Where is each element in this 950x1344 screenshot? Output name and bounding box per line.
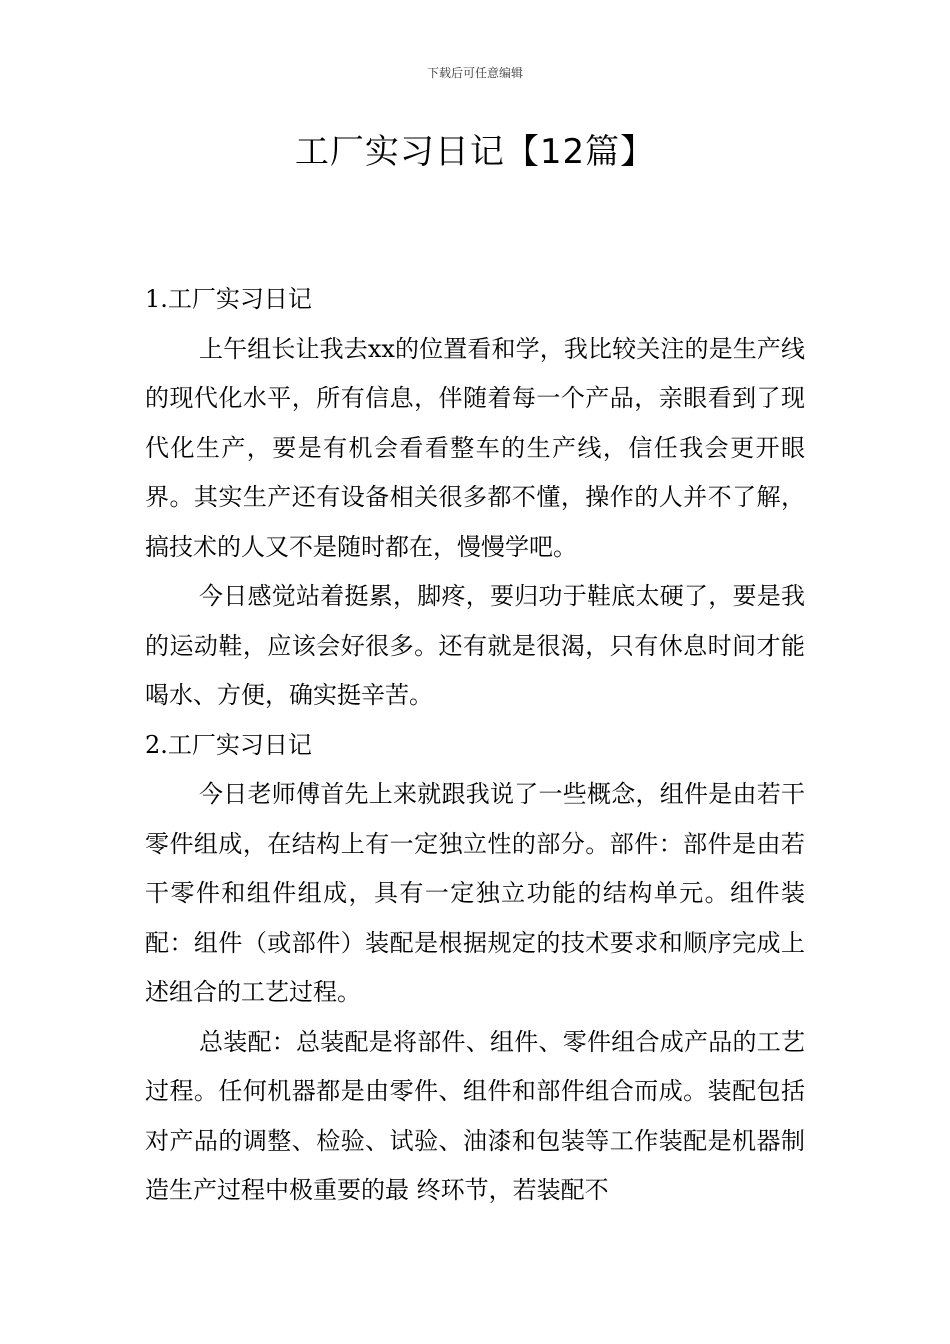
document-body	[145, 275, 805, 1216]
paragraph-1-2: 今日感觉站着挺累，脚疼，要归功于鞋底太硬了，要是我的运动鞋，应该会好很多。还有就是很渴，只有休息时间才能喝水、方便，确实挺辛苦。	[145, 582, 805, 709]
paragraph-1-1: 上午组长让我去xx的位置看和学，我比较关注的是生产线的现代化水平，所有信息，伴随着每一个产品，亲眼看到了现代化生产，要是有机会看看整车的生产线，信任我会更开眼界。其实生产还有设备相关很多都不懂，操作的人并不了解，搞技术的人又不是随时都在，慢慢学吧。	[145, 334, 805, 561]
paragraph-2-2: 总装配：总装配是将部件、组件、零件组合成产品的工艺过程。任何机器都是由零件、组件和部件组合而成。装配包括对产品的调整、检验、试验、油漆和包装等工作装配是机器制造生产过程中极重要的最 终环节，若装配不	[145, 1027, 805, 1204]
document-title: 工厂实习日记【12篇】	[294, 132, 656, 172]
header-note: 下载后可任意编辑	[426, 66, 523, 80]
section-heading-1: 1.工厂实习日记	[145, 285, 312, 313]
section-heading-2: 2.工厂实习日记	[145, 730, 312, 759]
paragraph-2-1: 今日老师傅首先上来就跟我说了一些概念，组件是由若干零件组成，在结构上有一定独立性的部分。部件：部件是由若干零件和组件组成，具有一定独立功能的结构单元。组件装配：组件（或部件）装配是根据规定的技术要求和顺序完成上述组合的工艺过程。	[145, 780, 805, 1006]
